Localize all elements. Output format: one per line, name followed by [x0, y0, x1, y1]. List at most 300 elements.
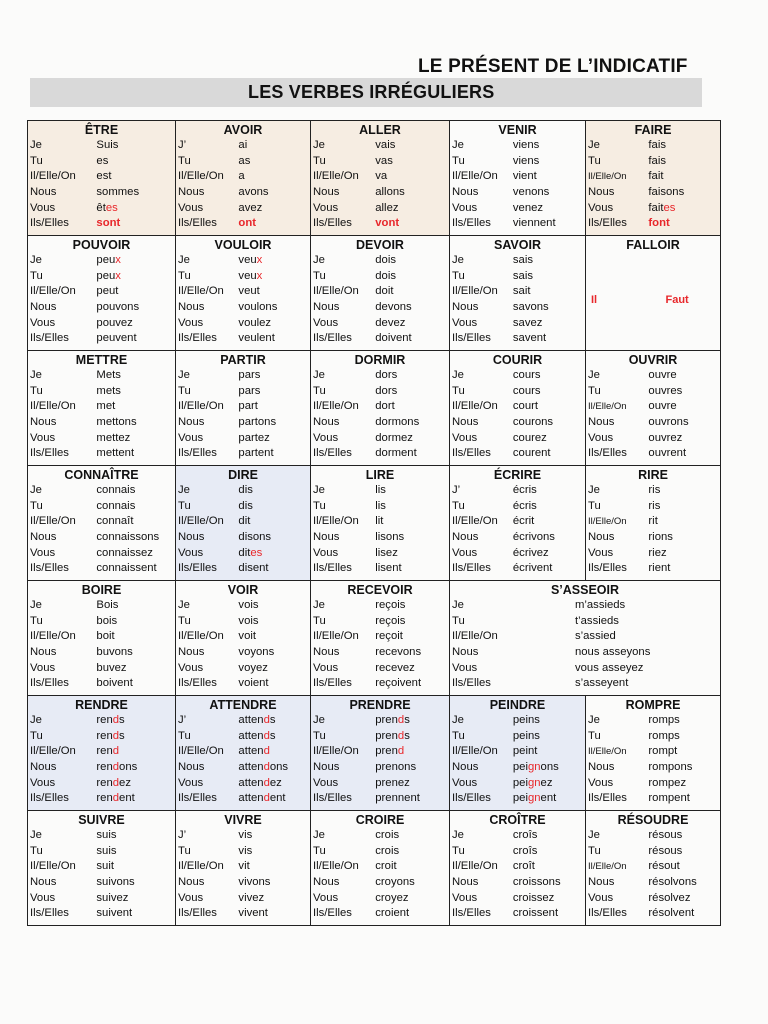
conjugation-line [313, 661, 446, 677]
conjugation-line [30, 791, 172, 807]
conjugation-line [588, 744, 717, 760]
pronoun: Vous [452, 201, 478, 214]
verb-form: mets [96, 384, 121, 397]
pronoun: Ils/Elles [30, 677, 69, 690]
pronoun: Ils/Elles [30, 562, 69, 575]
pronoun: Tu [452, 844, 465, 857]
conjugation-line [178, 446, 307, 462]
verb-form: reçoivent [375, 677, 422, 690]
verb-name: VENIR [498, 123, 537, 137]
conjugation-line [30, 828, 172, 844]
verb-form: attendons [238, 761, 289, 774]
pronoun: Ils/Elles [452, 332, 491, 345]
verb-form: rompons [648, 761, 693, 774]
verb-cell-s’asseoir [450, 581, 721, 696]
conjugation-line [452, 169, 582, 185]
verb-form: avons [238, 186, 269, 199]
verb-form: vois [238, 614, 259, 627]
pronoun: Ils/Elles [313, 447, 352, 460]
pronoun: Ils/Elles [30, 217, 69, 230]
pronoun: Vous [313, 661, 339, 674]
conjugation-line [452, 791, 582, 807]
verb-form: voulons [238, 301, 278, 314]
conjugation-line [452, 906, 582, 922]
pronoun: Il/Elle/On [313, 860, 359, 873]
verb-form: ouvre [648, 400, 677, 413]
verb-form: vient [512, 170, 537, 183]
conjugation-line [178, 514, 307, 530]
verb-name: PEINDRE [489, 698, 546, 712]
conjugation-line [178, 384, 307, 400]
conjugation-line [178, 629, 307, 645]
conjugation-line [313, 713, 446, 729]
verb-form: dort [375, 400, 395, 413]
verb-cell-suivre [28, 811, 176, 926]
pronoun: Tu [30, 614, 43, 627]
pronoun: Je [30, 829, 42, 841]
conjugation-line [178, 760, 307, 776]
pronoun: Tu [588, 154, 601, 167]
verb-form: ris [648, 499, 661, 512]
verb-row [28, 581, 721, 696]
pronoun: Ils/Elles [313, 792, 352, 805]
verb-form: résous [648, 829, 683, 841]
conjugation-line [178, 598, 307, 614]
verb-form: croîs [512, 829, 538, 841]
verb-name: ÊTRE [84, 123, 119, 137]
verb-name: OUVRIR [628, 353, 678, 367]
conjugation-line [178, 138, 307, 154]
conjugation-line [313, 760, 446, 776]
conjugation-line [30, 760, 172, 776]
verb-form: court [512, 400, 539, 413]
verb-name: DEVOIR [356, 238, 404, 252]
pronoun: Tu [452, 499, 465, 512]
conjugation-line [178, 713, 307, 729]
verb-form: disent [238, 562, 269, 575]
conjugation-line [588, 776, 717, 792]
pronoun: Vous [178, 661, 204, 674]
conjugation-line [452, 729, 582, 745]
verb-cell-partir [176, 351, 311, 466]
conjugation-line [30, 138, 172, 154]
verb-form: recevez [375, 661, 415, 674]
verb-form: pars [238, 384, 261, 397]
pronoun: Nous [452, 646, 479, 659]
pronoun: Vous [313, 891, 339, 904]
pronoun: Tu [178, 614, 191, 627]
verb-form: bois [96, 614, 118, 627]
conjugation-line [313, 844, 446, 860]
conjugation-line [30, 431, 172, 447]
conjugation-line [313, 269, 446, 285]
verb-form: vas [375, 154, 393, 167]
verb-form: écrivez [512, 546, 549, 559]
pronoun: Je [30, 369, 42, 381]
conjugation-line [588, 368, 717, 384]
verb-form: romps [648, 714, 680, 726]
pronoun: Vous [178, 201, 204, 214]
pronoun: Tu [313, 384, 326, 397]
conjugation-line [588, 828, 717, 844]
verb-name: COURIR [492, 353, 543, 367]
conjugation-line [30, 713, 172, 729]
conjugation-line [178, 253, 307, 269]
pronoun: Ils/Elles [30, 792, 69, 805]
verb-form: résolvez [648, 891, 691, 904]
verb-form: peins [512, 714, 540, 726]
verb-form: vous asseyez [574, 661, 644, 674]
conjugation-line [588, 169, 717, 185]
verb-form: suis [96, 844, 117, 857]
verb-form: suit [96, 860, 114, 873]
conjugation-line [313, 499, 446, 515]
pronoun: Nous [452, 416, 479, 429]
pronoun: Tu [313, 154, 326, 167]
conjugation-line [452, 844, 582, 860]
pronoun: Nous [30, 301, 57, 314]
verb-form: s’asseyent [574, 677, 629, 690]
conjugation-line [30, 185, 172, 201]
verb-form: rit [648, 515, 658, 528]
pronoun: Tu [588, 384, 601, 397]
conjugation-line [178, 368, 307, 384]
conjugation-line [588, 891, 717, 907]
pronoun: Je [452, 139, 464, 151]
verb-form: peux [96, 269, 121, 282]
conjugation-line [588, 875, 717, 891]
conjugation-line [313, 776, 446, 792]
conjugation-line [313, 154, 446, 170]
verb-form: ont [238, 217, 256, 230]
verb-form: Suis [96, 139, 119, 151]
pronoun: Je [452, 254, 464, 266]
verb-form: faites [648, 201, 676, 214]
conjugation-line [178, 185, 307, 201]
verb-cell-ouvrir [586, 351, 721, 466]
conjugation-line [178, 614, 307, 630]
conjugation-line [452, 546, 582, 562]
pronoun: Il/Elle/On [178, 170, 224, 183]
verb-cell-lire [311, 466, 450, 581]
verb-form: dormez [375, 431, 413, 444]
verb-form: suivent [96, 907, 133, 920]
conjugation-line [30, 446, 172, 462]
verb-form: rompent [648, 792, 690, 805]
verb-name: FAIRE [634, 123, 672, 137]
conjugation-line [178, 499, 307, 515]
verb-form: connais [96, 484, 136, 496]
conjugation-line [452, 598, 717, 614]
conjugation-line [313, 546, 446, 562]
conjugation-line [178, 744, 307, 760]
conjugation-line [588, 760, 717, 776]
pronoun: Il/Elle/On [30, 515, 76, 528]
conjugation-line [313, 216, 446, 232]
verb-form: venons [512, 186, 550, 199]
conjugation-line [30, 676, 172, 692]
verb-form: Mets [96, 369, 121, 381]
verb-form: rions [648, 531, 673, 544]
verb-form: devons [375, 301, 412, 314]
pronoun: Je [313, 369, 325, 381]
verb-form: boit [96, 630, 115, 643]
conjugation-line [452, 645, 717, 661]
pronoun: J’ [452, 484, 461, 496]
conjugation-line [452, 216, 582, 232]
conjugation-line [178, 483, 307, 499]
pronoun: Je [30, 599, 42, 611]
pronoun: Nous [588, 416, 615, 429]
conjugation-line [452, 331, 582, 347]
verb-form: voient [238, 677, 269, 690]
verb-form: résous [648, 844, 683, 857]
conjugation-line [30, 629, 172, 645]
verb-cell-rompre [586, 696, 721, 811]
conjugation-line [452, 154, 582, 170]
verb-name: PARTIR [220, 353, 266, 367]
verb-form: connaissez [96, 546, 153, 559]
pronoun: Nous [30, 876, 57, 889]
verb-form: croissent [512, 907, 559, 920]
pronoun: Il/Elle/On [313, 285, 359, 298]
pronoun: Vous [30, 546, 56, 559]
verb-cell-pouvoir [28, 236, 176, 351]
pronoun: Vous [313, 201, 339, 214]
pronoun: Tu [313, 729, 326, 742]
conjugation-line [588, 216, 717, 232]
conjugation-line [30, 844, 172, 860]
conjugation-line [178, 561, 307, 577]
verb-form: dis [238, 484, 253, 496]
verb-form: peins [512, 729, 540, 742]
conjugation-line [588, 399, 717, 415]
conjugation-line [313, 316, 446, 332]
verb-form: ouvrons [648, 416, 689, 429]
conjugation-line [313, 645, 446, 661]
verb-form: Bois [96, 599, 119, 611]
verb-form: t’assieds [574, 614, 619, 627]
verb-form: vois [238, 599, 259, 611]
pronoun: Tu [178, 269, 191, 282]
verb-form: peux [96, 254, 121, 266]
verb-form: vivons [238, 876, 271, 889]
conjugation-line [313, 514, 446, 530]
pronoun: Il/Elle/On [452, 630, 498, 643]
pronoun: Nous [313, 531, 340, 544]
pronoun: Ils/Elles [178, 217, 217, 230]
verb-form: résout [648, 860, 680, 873]
verb-form: croyez [375, 891, 409, 904]
conjugation-line [313, 201, 446, 217]
verb-form: peignez [512, 776, 553, 789]
verb-form: sont [96, 217, 121, 230]
verb-form: reçois [375, 614, 406, 627]
conjugation-line [30, 216, 172, 232]
verb-form: voit [238, 630, 257, 643]
conjugation-line [452, 384, 582, 400]
conjugation-line [588, 546, 717, 562]
pronoun: Je [452, 599, 464, 611]
pronoun: Ils/Elles [313, 677, 352, 690]
verb-form: prenons [375, 761, 417, 774]
verb-form: lisons [375, 531, 405, 544]
conjugation-line [178, 546, 307, 562]
verb-form: connaissent [96, 562, 157, 575]
verb-form: reçoit [375, 630, 403, 643]
conjugation-line [588, 185, 717, 201]
pronoun: Il/Elle/On [178, 515, 224, 528]
pronoun: Ils/Elles [452, 907, 491, 920]
verb-cell-venir [450, 121, 586, 236]
conjugation-line [588, 514, 717, 530]
verb-row [28, 351, 721, 466]
pronoun: Vous [452, 546, 478, 559]
pronoun: Nous [178, 646, 205, 659]
verb-cell-boire [28, 581, 176, 696]
verb-row [28, 236, 721, 351]
conjugation-line [313, 791, 446, 807]
verb-form: ai [238, 139, 248, 151]
verb-form: croît [512, 860, 535, 873]
pronoun: Vous [178, 776, 204, 789]
verb-form: savons [512, 301, 549, 314]
conjugation-line [588, 906, 717, 922]
pronoun: Vous [588, 201, 614, 214]
verb-form: voulez [238, 316, 272, 329]
verb-form: écrit [512, 515, 535, 528]
verb-cell-aller [311, 121, 450, 236]
verb-cell-savoir [450, 236, 586, 351]
conjugation-line [30, 906, 172, 922]
verb-form: peignons [512, 761, 559, 774]
pronoun: Tu [588, 729, 601, 742]
conjugation-line [452, 629, 717, 645]
verb-form: croîs [512, 844, 538, 857]
page-title: LE PRÉSENT DE L’INDICATIF [418, 56, 688, 77]
conjugation-line [452, 891, 582, 907]
verb-form: doivent [375, 332, 412, 345]
page-subtitle: LES VERBES IRRÉGULIERS [248, 82, 495, 102]
pronoun: Tu [452, 154, 465, 167]
verb-name: BOIRE [81, 583, 122, 597]
pronoun: Je [313, 714, 325, 726]
pronoun: Nous [178, 416, 205, 429]
pronoun: Tu [30, 499, 43, 512]
verb-form: vis [238, 829, 253, 841]
verb-form: veux [238, 269, 263, 282]
pronoun: Ils/Elles [452, 677, 491, 690]
verb-form: ris [648, 484, 661, 496]
conjugation-line [30, 744, 172, 760]
pronoun: Nous [313, 301, 340, 314]
verb-row [28, 696, 721, 811]
pronoun: Nous [452, 301, 479, 314]
pronoun: Vous [30, 316, 56, 329]
conjugation-line [452, 201, 582, 217]
conjugation-line [313, 676, 446, 692]
verb-form: viens [512, 154, 540, 167]
conjugation-line [178, 316, 307, 332]
conjugation-line [452, 483, 582, 499]
pronoun: Nous [313, 416, 340, 429]
pronoun: Ils/Elles [178, 677, 217, 690]
conjugation-line [30, 384, 172, 400]
verb-form: attends [238, 729, 276, 742]
verb-cell-rendre [28, 696, 176, 811]
verb-form: doit [375, 285, 394, 298]
verb-form: écrivons [512, 531, 555, 544]
pronoun: Vous [452, 316, 478, 329]
conjugation-line [313, 368, 446, 384]
pronoun: Je [588, 829, 600, 841]
pronoun: Nous [30, 761, 57, 774]
verb-form: ouvrez [648, 431, 683, 444]
verb-form: dit [238, 515, 251, 528]
verb-form: partent [238, 447, 274, 460]
pronoun: Vous [178, 316, 204, 329]
conjugation-line [313, 828, 446, 844]
verb-name: RIRE [638, 468, 668, 482]
pronoun: Nous [452, 761, 479, 774]
verb-form: mettons [96, 416, 137, 429]
verb-name: DIRE [228, 468, 258, 482]
verb-form: écris [512, 499, 537, 512]
pronoun: Ils/Elles [588, 792, 627, 805]
conjugation-line [588, 138, 717, 154]
verb-form: a [238, 170, 245, 183]
conjugation-line [313, 384, 446, 400]
verb-form: dors [375, 384, 398, 397]
verb-name: POUVOIR [72, 238, 131, 252]
verb-cell-avoir [176, 121, 311, 236]
verb-form: boivent [96, 677, 133, 690]
pronoun: Tu [588, 844, 601, 857]
pronoun: Nous [588, 186, 615, 199]
conjugation-line [178, 269, 307, 285]
verb-form: attend [238, 745, 270, 758]
verb-form: rendez [96, 776, 131, 789]
conjugation-line [452, 431, 582, 447]
verb-form: courent [512, 447, 551, 460]
conjugation-line [452, 760, 582, 776]
conjugation-line [452, 713, 582, 729]
verb-cell-falloir [586, 236, 721, 351]
verb-form: voyez [238, 661, 268, 674]
pronoun: Ils/Elles [588, 562, 627, 575]
verb-form: courons [512, 416, 554, 429]
verb-form: font [648, 217, 670, 230]
verb-name: S’ASSEOIR [550, 583, 620, 597]
verb-form: lis [375, 484, 386, 496]
verb-form: rends [96, 729, 125, 742]
pronoun: Tu [178, 384, 191, 397]
conjugation-line [452, 676, 717, 692]
pronoun: Il/Elle/On [30, 630, 76, 643]
verb-form: veut [238, 285, 260, 298]
conjugation-line [30, 776, 172, 792]
conjugation-line [313, 729, 446, 745]
conjugation-line [178, 906, 307, 922]
pronoun: Il [591, 294, 598, 306]
pronoun: Ils/Elles [313, 907, 352, 920]
conjugation-line [178, 415, 307, 431]
verb-cell-peindre [450, 696, 586, 811]
pronoun: Ils/Elles [588, 217, 627, 230]
conjugation-line [452, 138, 582, 154]
verb-form: dormons [375, 416, 420, 429]
verb-form: crois [375, 829, 400, 841]
